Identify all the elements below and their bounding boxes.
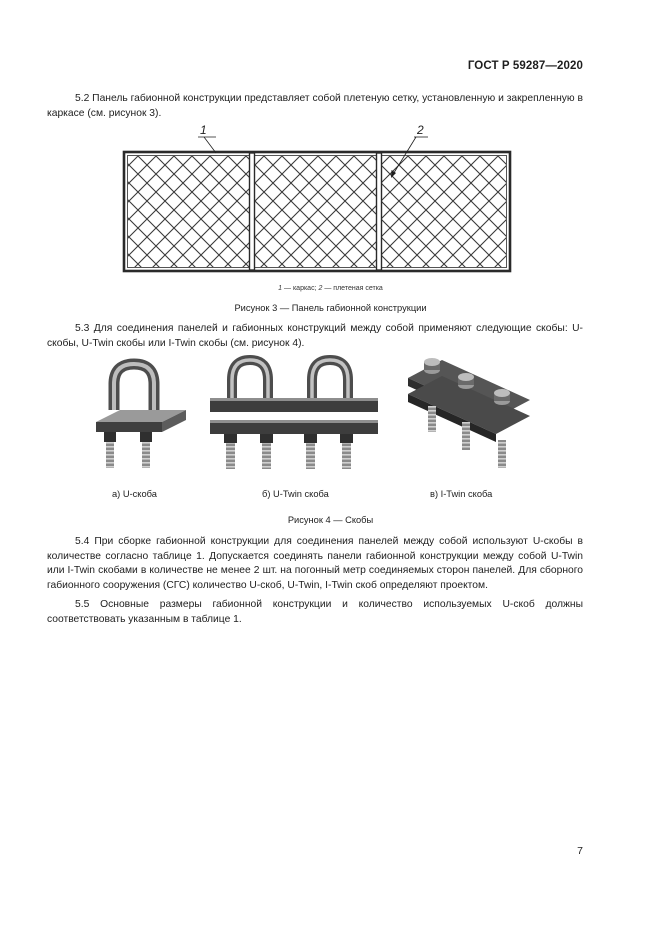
u-bracket-image (96, 364, 186, 468)
paragraph-5-2-text: 5.2 Панель габионной конструкции представляет собой плетеную сетку, установленную и закрепленную в каркасе (см. рисунок 3). (47, 93, 583, 119)
figure-4-caption: Рисунок 4 — Скобы (287, 515, 374, 525)
label-i-twin-bracket: в) I-Twin скоба (430, 489, 493, 499)
document-header: ГОСТ Р 59287—2020 (467, 60, 583, 72)
figure-3-gabion-panel (120, 120, 515, 280)
legend-text-1: — каркас; (282, 285, 319, 292)
callout-1: 1 (200, 123, 207, 137)
label-u-twin-bracket: б) U-Twin скоба (262, 489, 329, 499)
legend-num-1: 1 (278, 285, 283, 292)
figure-3-caption: Рисунок 3 — Панель габионной конструкции (234, 303, 427, 313)
i-twin-bracket-image (408, 358, 530, 468)
callout-1-line (204, 137, 216, 153)
u-twin-bracket-image (210, 360, 378, 469)
figure-4-brackets (90, 350, 550, 480)
frame-post-2 (377, 153, 382, 270)
paragraph-5-5-text: 5.5 Основные размеры габионной конструкции и количество используемых U-скоб должны соответствовать указанным в таблице 1. (47, 599, 583, 625)
frame-post-1 (250, 153, 255, 270)
mesh-section-1 (128, 156, 250, 267)
callout-2: 2 (417, 123, 424, 137)
figure-3-legend (0, 285, 661, 292)
mesh-section-2 (255, 156, 377, 267)
paragraph-5-3 (47, 322, 583, 351)
mesh-section-3 (382, 156, 506, 267)
paragraph-5-2 (47, 92, 583, 121)
paragraph-5-4 (47, 535, 583, 593)
paragraph-5-3-text: 5.3 Для соединения панелей и габионных конструкций между собой применяют следующие скобы: U-скобы, U-Twin скобы или I-Twin скобы (см. рисунок 4). (47, 323, 583, 349)
legend-num-2: 2 (318, 285, 323, 292)
paragraph-5-5 (47, 598, 583, 627)
paragraph-5-4-text: 5.4 При сборке габионной конструкции для соединения панелей между собой используют U-скобы в количестве согласно таблице 1. Допускается соединять панели габионной конструкции между собой U-Twin или I-Twin скобами в количестве не менее 2 шт. на погонный метр соединяемых сторон панелей. Для сборного габионного сооружения (СГС) количество U-скоб, U-Twin, I-Twin скоб определяют проектом. (47, 536, 583, 591)
legend-text-2: — плетеная сетка (322, 285, 383, 292)
label-u-bracket: а) U-скоба (112, 489, 157, 499)
page-number: 7 (577, 845, 583, 857)
